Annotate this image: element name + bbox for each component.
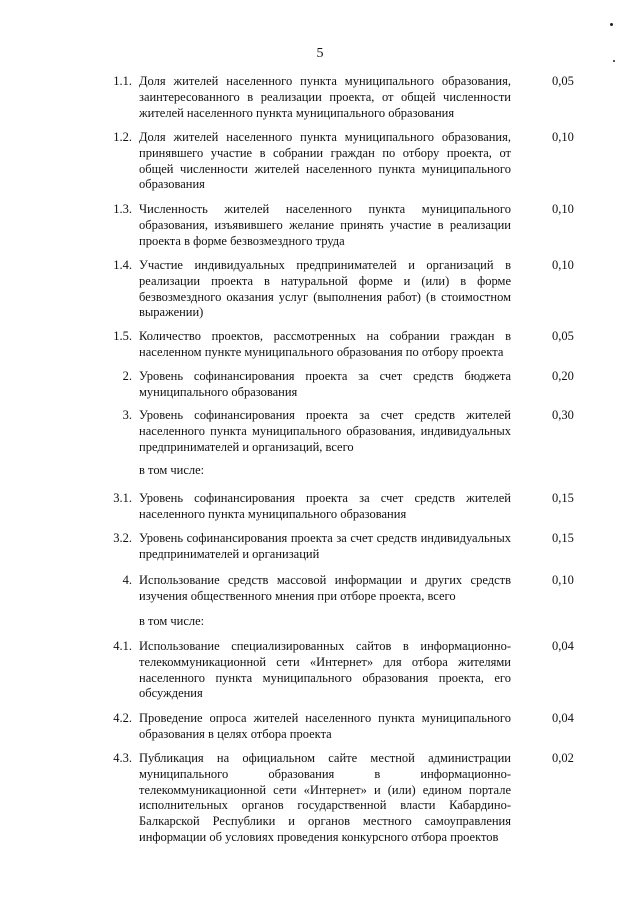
criteria-row-1-3 (0, 202, 574, 249)
row-value: 0,05 (552, 74, 574, 88)
criteria-row-4-2 (0, 711, 574, 743)
criteria-row-3-1 (0, 491, 574, 523)
row-number: 1.1. (113, 74, 132, 88)
row-value: 0,15 (552, 531, 574, 545)
row-text: Участие индивидуальных предпринимателей и организаций в реализации проекта в натуральной форме и (или) в форме безвозмездного оказания услуг (выполнения работ) (в стоимостном выражении) (139, 258, 511, 320)
criteria-row-2 (0, 369, 574, 401)
row-value: 0,05 (552, 329, 574, 343)
row-number: 3.1. (113, 491, 132, 505)
row-text: Уровень софинансирования проекта за счет средств жителей населенного пункта муниципального образования (139, 491, 511, 521)
row-number: 3. (122, 408, 132, 422)
row-number: 1.3. (113, 202, 132, 216)
row-text: Численность жителей населенного пункта муниципального образования, изъявившего желание принять участие в реализации проекта в форме безвозмездного труда (139, 202, 511, 248)
row-value: 0,10 (552, 130, 574, 144)
row-number: 4.1. (113, 639, 132, 653)
row-number: 4.3. (113, 751, 132, 765)
row-value: 0,10 (552, 202, 574, 216)
criteria-row-1-4 (0, 258, 574, 321)
scan-mark (613, 60, 615, 62)
row-number: 1.4. (113, 258, 132, 272)
row-value: 0,02 (552, 751, 574, 765)
row-text: Уровень софинансирования проекта за счет средств бюджета муниципального образования (139, 369, 511, 399)
row-value: 0,20 (552, 369, 574, 383)
row-value: 0,15 (552, 491, 574, 505)
row-text: Уровень софинансирования проекта за счет средств жителей населенного пункта муниципального образования, индивидуальных предпринимателей и организаций, всего (139, 408, 511, 454)
row-text: Доля жителей населенного пункта муниципального образования, заинтересованного в реализации проекта, от общей численности жителей населенного пункта муниципального образования (139, 74, 511, 120)
row-number: 4. (122, 573, 132, 587)
criteria-row-4-1 (0, 639, 574, 702)
row-text: Публикация на официальном сайте местной администрации муниципального образования в информационно-телекоммуникационной сети «Интернет» и (или) едином портале исполнительных органов государственной власти Кабардино-Балкарской Республики и органов местного самоуправления информации об условиях проведения конкурсного отбора проектов (139, 751, 511, 844)
scan-mark (610, 23, 613, 26)
row-text: Проведение опроса жителей населенного пункта муниципального образования в целях отбора проекта (139, 711, 511, 741)
criteria-row-3 (0, 408, 574, 455)
row-number: 2. (122, 369, 132, 383)
row-number: 3.2. (113, 531, 132, 545)
criteria-row-4-3 (0, 751, 574, 846)
row-text: Использование специализированных сайтов в информационно-телекоммуникационной сети «Интернет» для отбора жителями населенного пункта муниципального образования проекта, его обсуждения (139, 639, 511, 701)
including-label: в том числе: (139, 614, 205, 628)
criteria-row-1-5 (0, 329, 574, 361)
criteria-row-4 (0, 573, 574, 605)
page-number: 5 (316, 46, 324, 61)
row-text: Количество проектов, рассмотренных на собрании граждан в населенном пункте муниципального образования по отбору проекта (139, 329, 511, 359)
criteria-row-1-2 (0, 130, 574, 193)
row-text: Уровень софинансирования проекта за счет средств индивидуальных предпринимателей и организаций (139, 531, 511, 561)
row-text: Использование средств массовой информации и других средств изучения общественного мнения при отборе проекта, всего (139, 573, 511, 603)
row-number: 1.2. (113, 130, 132, 144)
criteria-row-1-1 (0, 74, 574, 121)
row-value: 0,04 (552, 711, 574, 725)
row-value: 0,10 (552, 573, 574, 587)
row-value: 0,30 (552, 408, 574, 422)
criteria-row-3-2 (0, 531, 574, 563)
row-value: 0,10 (552, 258, 574, 272)
row-number: 4.2. (113, 711, 132, 725)
row-text: Доля жителей населенного пункта муниципального образования, принявшего участие в собрании граждан по отбору проекта, от общей численности жителей населенного пункта муниципального образования (139, 130, 511, 192)
row-number: 1.5. (113, 329, 132, 343)
including-label: в том числе: (139, 463, 205, 477)
row-value: 0,04 (552, 639, 574, 653)
